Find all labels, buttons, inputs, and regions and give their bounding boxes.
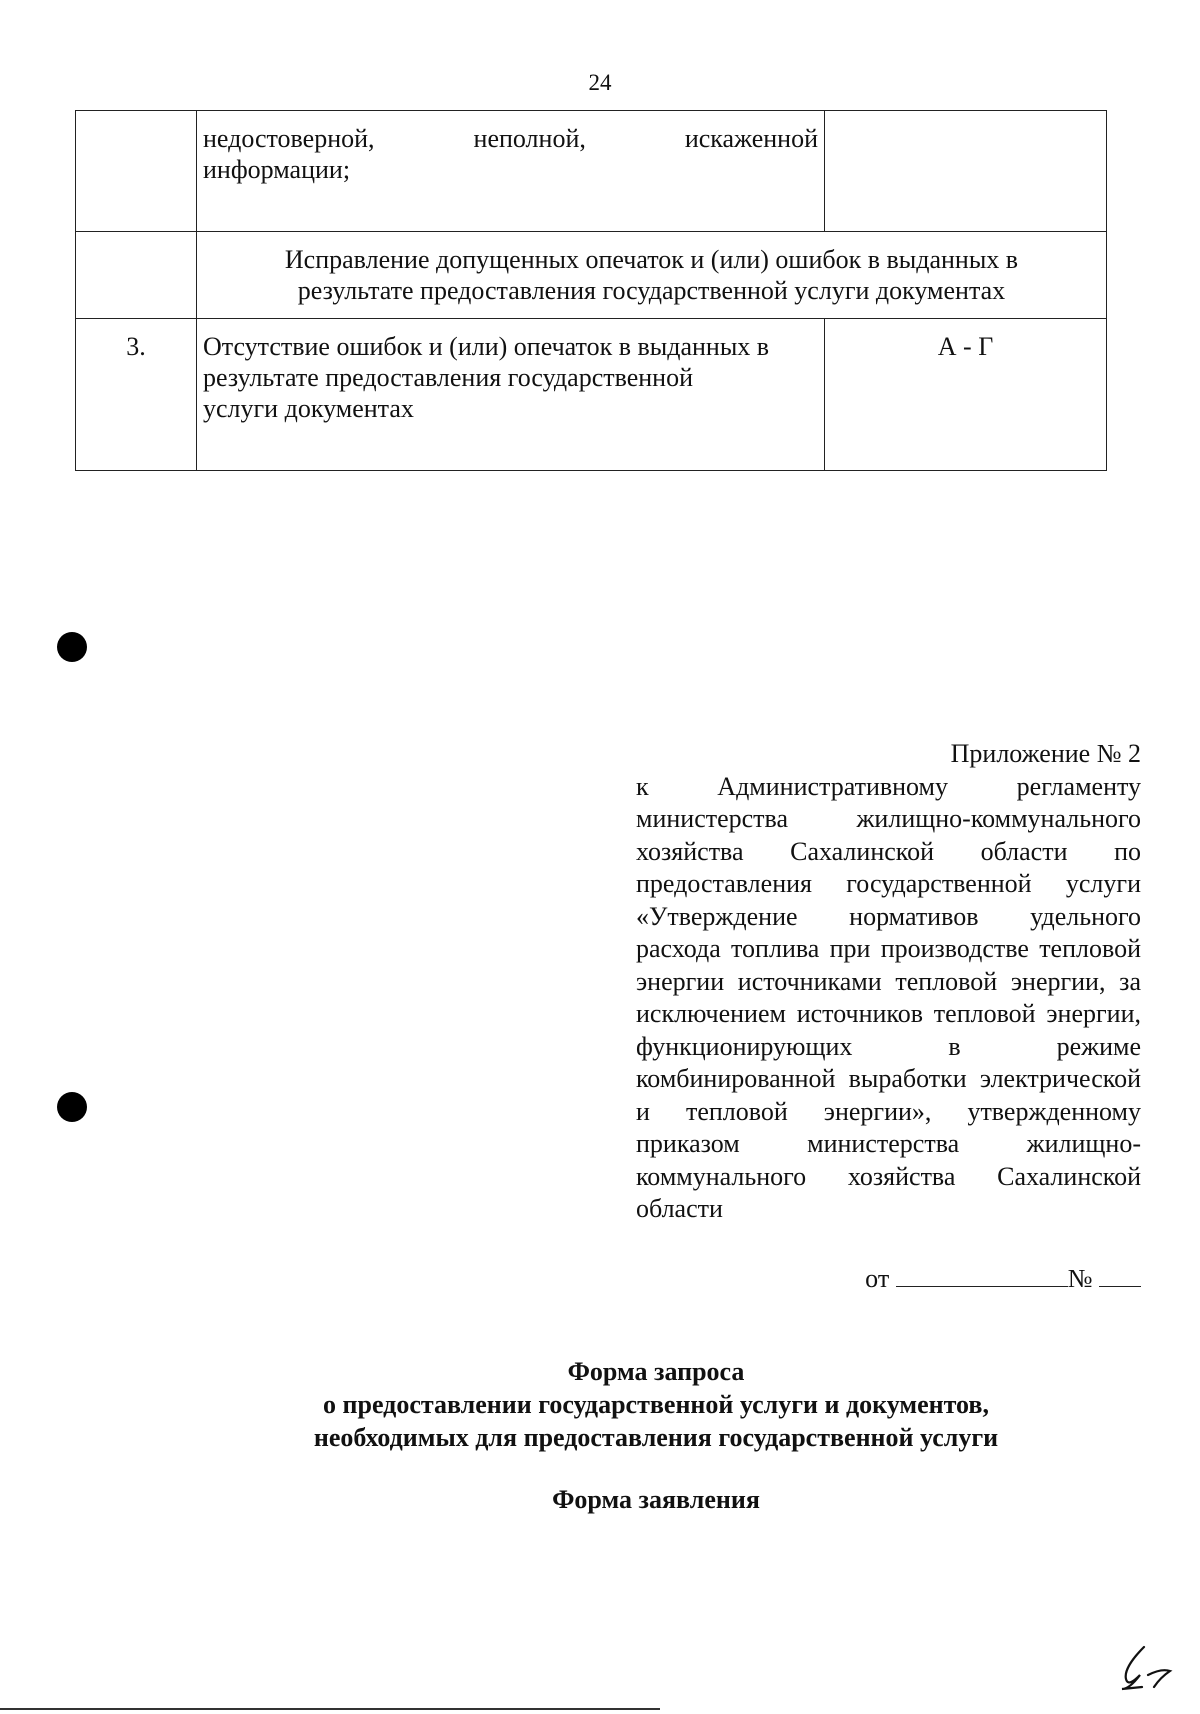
appendix-title: Приложение № 2 [950,739,1141,768]
table-row [76,319,1107,471]
criterion-line: результате предоставления государственной [203,363,694,392]
criterion-word: искаженной [684,124,818,153]
punch-hole-icon [57,632,87,662]
form-title-line: о предоставлении государственной услуги и документов, [323,1390,989,1419]
section-heading-cell [197,232,1107,319]
criterion-justified-line [203,123,818,154]
date-blank [896,1262,1068,1287]
criterion-line: информации; [203,155,351,184]
form-title-line: Форма запроса [567,1357,745,1386]
codes-cell: А - Г [825,319,1107,471]
section-heading-line: результате предоставления государственной услуги документах [297,276,1006,305]
appendix-body: к Административному регламенту министерства жилищно-коммунального хозяйства Сахалинской области по предоставления государственной услуги «Утверждение нормативов удельного расхода топлива при производстве тепловой энергии источниками тепловой энергии, за исключением источников тепловой энергии, функционирующих в режиме комбинированной выработки электрической и тепловой энергии», утвержденному приказом министерства жилищно-коммунального хозяйства Сахалинской области [636,771,1141,1223]
bottom-rule [0,1708,660,1710]
criterion-word: недостоверной, [203,124,375,153]
criterion-word: неполной, [473,124,586,153]
number-blank [1099,1262,1141,1287]
criterion-line: Отсутствие ошибок и (или) опечаток в выданных в [203,332,770,361]
row-number-cell [76,232,197,319]
codes-cell [825,111,1107,232]
criterion-cell [197,319,825,471]
punch-hole-icon [57,1092,87,1122]
appendix-block [636,738,1141,1226]
criteria-table [75,110,1107,471]
row-number-cell [76,111,197,232]
form-subtitle: Форма заявления [552,1485,760,1514]
form-title-line: необходимых для предоставления государственной услуги [313,1423,999,1452]
handwritten-initials-icon [1118,1645,1178,1693]
table-row [76,232,1107,319]
table-row [76,111,1107,232]
number-label: № [1067,1264,1093,1293]
row-number-cell: 3. [76,319,197,471]
criterion-cell [197,111,825,232]
section-heading-line: Исправление допущенных опечаток и (или) ошибок в выданных в [284,245,1019,274]
date-number-line [636,1262,1141,1294]
form-title [0,1355,1200,1454]
criterion-line: услуги документах [203,394,414,423]
page-number: 24 [588,70,612,95]
from-label: от [865,1264,890,1293]
